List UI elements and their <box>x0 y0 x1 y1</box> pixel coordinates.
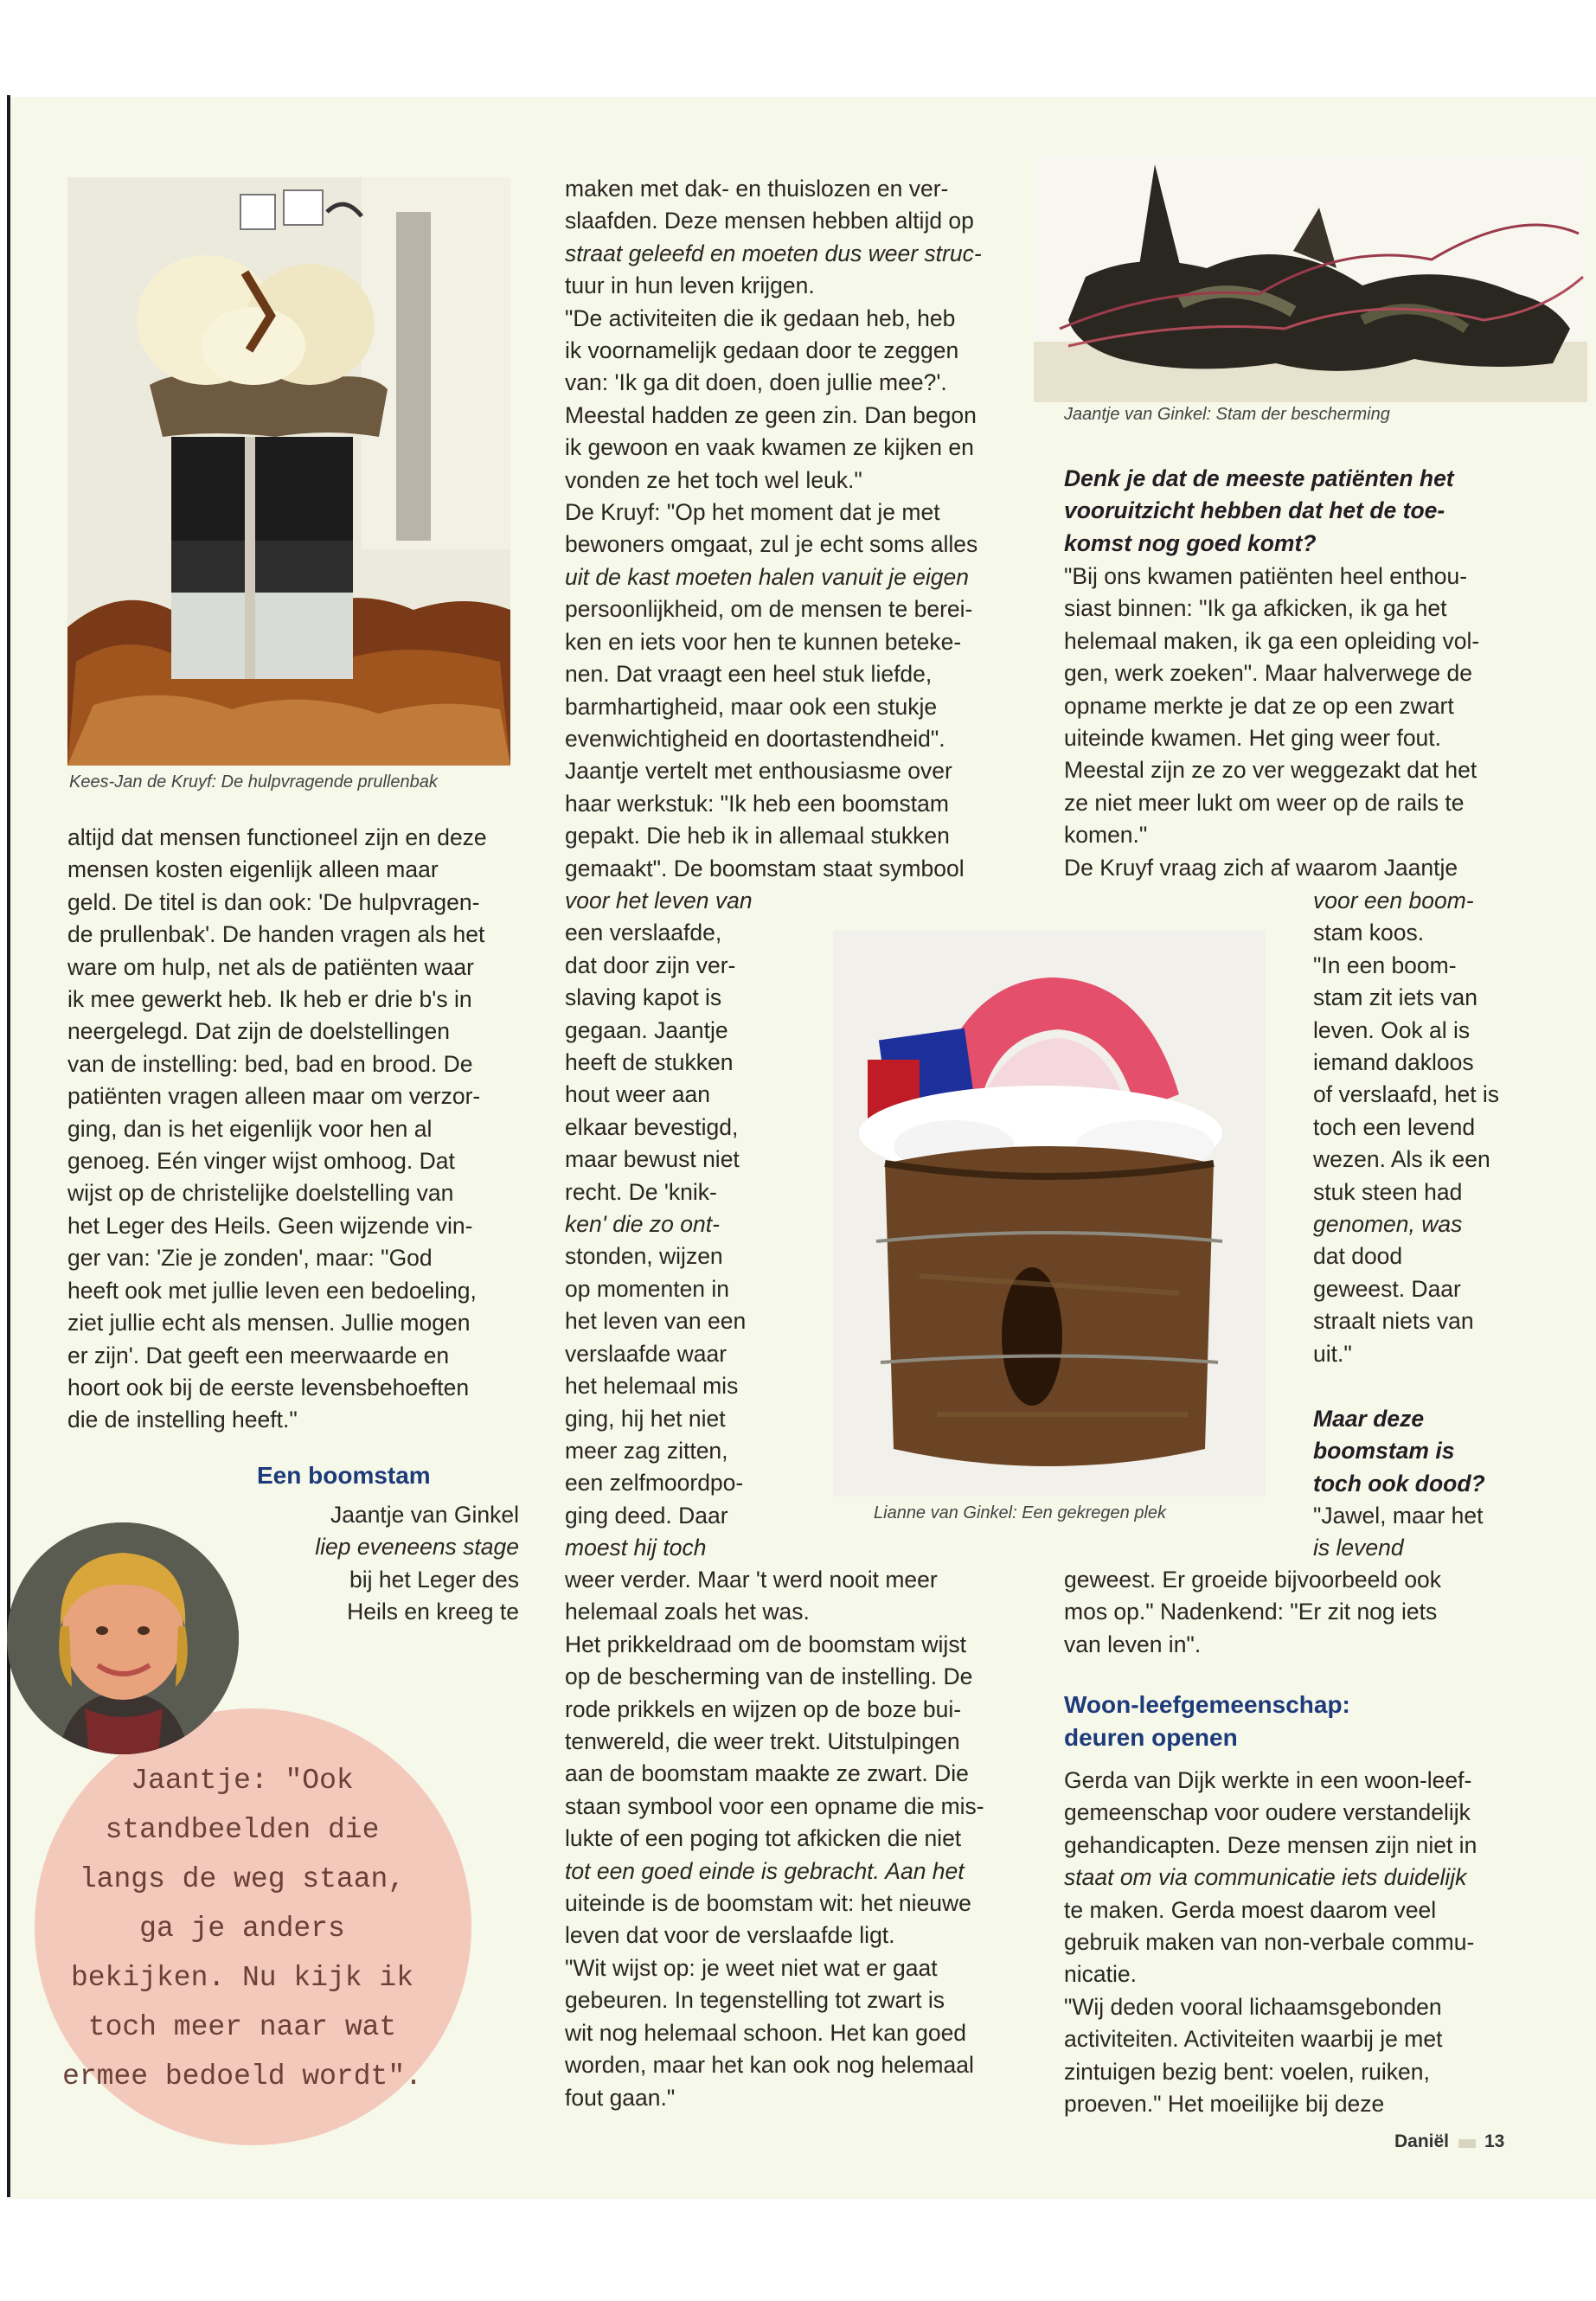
pull-quote-line: bekijken. Nu kijk ik <box>70 1962 414 1994</box>
body-line: Meestal zijn ze zo ver weggezakt dat het <box>1064 757 1477 784</box>
body-line: helemaal maken, ik ga een opleiding vol- <box>1064 627 1480 654</box>
body-line: iemand dakloos <box>1313 1049 1474 1076</box>
body-line: Jaantje vertelt met enthousiasme over <box>565 758 952 785</box>
pull-quote-line: standbeelden die <box>105 1814 380 1846</box>
body-line: De Kruyf: "Op het moment dat je met <box>565 499 940 526</box>
body-line: staat om via communicatie iets duidelijk <box>1064 1864 1467 1891</box>
body-line: ken en iets voor hen te kunnen beteke- <box>565 628 962 655</box>
body-line: vonden ze het toch wel leuk." <box>565 466 862 493</box>
body-line: dat dood <box>1313 1243 1403 1270</box>
body-line: genomen, was <box>1313 1211 1463 1238</box>
body-line: straat geleefd en moeten dus weer struc- <box>565 240 982 266</box>
prullenbak-illustration <box>67 177 510 766</box>
body-line: ik voornamelijk gedaan door te zeggen <box>565 337 959 364</box>
caption-photo-stam: Jaantje van Ginkel: Stam der bescherming <box>1064 405 1390 424</box>
pull-quote-line: ga je anders <box>139 1913 345 1945</box>
body-line: Heils en kreeg te <box>347 1599 519 1625</box>
body-line: rode prikkels en wijzen op de boze bui- <box>565 1695 962 1722</box>
body-line: recht. De 'knik- <box>565 1178 717 1205</box>
body-line: van de instelling: bed, bad en brood. De <box>67 1050 473 1077</box>
body-line: moest hij toch <box>565 1535 707 1561</box>
body-line: Meestal hadden ze geen zin. Dan begon <box>565 401 977 428</box>
body-line: wit nog helemaal schoon. Het kan goed <box>565 2019 967 2046</box>
body-line: evenwichtigheid en doortastendheid". <box>565 725 945 752</box>
body-line: "Wit wijst op: je weet niet wat er gaat <box>565 1954 938 1981</box>
question-line: toch ook dood? <box>1313 1470 1485 1497</box>
question-line: vooruitzicht hebben dat het de toe- <box>1064 497 1445 524</box>
body-line: geweest. Daar <box>1313 1275 1461 1302</box>
question-heading-1 <box>1064 463 1548 560</box>
photo-prullenbak <box>67 177 510 766</box>
portrait-illustration <box>7 1522 239 1754</box>
section-heading-een-boomstam: Een boomstam <box>257 1462 431 1489</box>
body-line: "Wij deden vooral lichaamsgebonden <box>1064 1993 1442 2020</box>
body-line: geweest. Er groeide bijvoorbeeld ook <box>1064 1567 1442 1593</box>
body-line: altijd dat mensen functioneel zijn en deze <box>67 824 487 850</box>
section-heading-woon-leefgemeenschap <box>1064 1689 1548 1754</box>
body-line: wezen. Als ik een <box>1313 1146 1490 1173</box>
column-1-body <box>67 822 535 1437</box>
body-line: maken met dak- en thuislozen en ver- <box>565 176 949 202</box>
body-line: ging deed. Daar <box>565 1502 728 1529</box>
body-line: er zijn'. Dat geeft een meerwaarde en <box>67 1342 450 1368</box>
body-line: mos op." Nadenkend: "Er zit nog iets <box>1064 1599 1438 1625</box>
body-line: gebeuren. In tegenstelling tot zwart is <box>565 1987 945 2014</box>
body-line: meer zag zitten, <box>565 1437 728 1464</box>
body-line: Het prikkeldraad om de boomstam wijst <box>565 1631 966 1657</box>
body-line: uit." <box>1313 1340 1352 1367</box>
body-line: voor een boom- <box>1313 888 1474 913</box>
body-line: tenwereld, die weer trekt. Uitstulpingen <box>565 1728 960 1755</box>
question-line: Denk je dat de meeste patiënten het <box>1064 465 1454 491</box>
body-line: tot een goed einde is gebracht. Aan het <box>565 1857 965 1884</box>
body-line: gepakt. Die heb ik in allemaal stukken <box>565 823 950 849</box>
column-3-answer <box>1313 1500 1581 1565</box>
heading-line: deuren openen <box>1064 1724 1238 1751</box>
body-line: stonden, wijzen <box>565 1243 723 1270</box>
body-line: wijst op de christelijke doelstelling van <box>67 1180 454 1207</box>
column-1-intro <box>260 1499 519 1629</box>
body-line: proeven." Het moeilijke bij deze <box>1064 2091 1385 2118</box>
body-line: "De activiteiten die ik gedaan heb, heb <box>565 304 956 331</box>
body-line: nen. Dat vraagt een heel stuk liefde, <box>565 661 933 688</box>
body-line: haar werkstuk: "Ik heb een boomstam <box>565 790 949 817</box>
body-line: bij het Leger des <box>349 1566 519 1593</box>
body-line: helemaal zoals het was. <box>565 1599 810 1625</box>
body-line: patiënten vragen alleen maar om verzor- <box>67 1083 481 1110</box>
photo-gekregen-plek <box>833 930 1266 1497</box>
body-line: voor het leven van <box>565 888 753 913</box>
body-line: gemeenschap voor oudere verstandelijk <box>1064 1799 1471 1826</box>
heading-line: Woon-leefgemeenschap: <box>1064 1691 1350 1718</box>
body-line: het leven van een <box>565 1308 747 1335</box>
body-line: de prullenbak'. De handen vragen als het <box>67 921 485 948</box>
pull-quote-line: Jaantje: "Ook <box>131 1765 354 1797</box>
body-line: aan de boomstam maakte ze zwart. Die <box>565 1760 969 1787</box>
body-line: straalt niets van <box>1313 1308 1474 1335</box>
body-line: die de instelling heeft." <box>67 1407 298 1433</box>
body-line: De Kruyf vraag zich af waarom Jaantje <box>1064 854 1458 881</box>
body-line: op momenten in <box>565 1275 730 1302</box>
body-line: gen, werk zoeken". Maar halverwege de <box>1064 660 1472 687</box>
caption-photo-prullenbak: Kees-Jan de Kruyf: De hulpvragende prullenbak <box>69 772 438 792</box>
body-line: slaafden. Deze mensen hebben altijd op <box>565 208 974 234</box>
body-line: mensen kosten eigenlijk alleen maar <box>67 856 439 883</box>
body-line: tuur in hun leven krijgen. <box>565 272 815 299</box>
body-line: het Leger des Heils. Geen wijzende vin- <box>67 1212 473 1239</box>
body-line: gebruik maken van non-verbale commu- <box>1064 1929 1475 1956</box>
body-line: worden, maar het kan ook nog helemaal <box>565 2052 974 2079</box>
body-line: ging, hij het niet <box>565 1405 726 1432</box>
page-number: 13 <box>1484 2131 1505 2151</box>
question-heading-2 <box>1313 1403 1573 1500</box>
column-3-body <box>1064 561 1548 884</box>
gekregen-plek-illustration <box>833 930 1266 1497</box>
body-line: Gerda van Dijk werkte in een woon-leef- <box>1064 1767 1472 1793</box>
body-line: stam koos. <box>1313 920 1425 946</box>
column-3-narrow <box>1313 885 1581 1370</box>
body-line: lukte of een poging tot afkicken die niet <box>565 1825 962 1852</box>
body-line: geld. De titel is dan ook: 'De hulpvragen- <box>67 888 480 915</box>
body-line: genoeg. Eén vinger wijst omhoog. Dat <box>67 1148 455 1175</box>
body-line: weer verder. Maar 't werd nooit meer <box>565 1567 938 1593</box>
body-line: van: 'Ik ga dit doen, doen jullie mee?'. <box>565 369 947 396</box>
pull-quote <box>26 1756 458 2101</box>
body-line: ze niet meer lukt om weer op de rails te <box>1064 789 1465 816</box>
caption-photo-gekregen-plek: Lianne van Ginkel: Een gekregen plek <box>874 1503 1167 1522</box>
body-line: siast binnen: "Ik ga afkicken, ik ga het <box>1064 595 1447 622</box>
body-line: bewoners omgaat, zul je echt soms alles <box>565 531 978 558</box>
body-line: uiteinde kwamen. Het ging weer fout. <box>1064 725 1442 752</box>
body-line: elkaar bevestigd, <box>565 1113 739 1140</box>
column-3-body-3 <box>1064 1765 1548 2120</box>
body-line: staan symbool voor een opname die mis- <box>565 1792 984 1819</box>
body-line: maar bewust niet <box>565 1146 740 1173</box>
body-line: heeft de stukken <box>565 1049 734 1076</box>
question-line: komst nog goed komt? <box>1064 529 1317 556</box>
body-line: "Bij ons kwamen patiënten heel enthou- <box>1064 563 1468 589</box>
body-line: leven. Ook al is <box>1313 1016 1471 1043</box>
page-edge-bar <box>7 95 10 2197</box>
stam-illustration <box>1034 156 1587 402</box>
body-line: liep eveneens stage <box>315 1534 519 1561</box>
column-2-body <box>565 173 1015 885</box>
body-line: is levend <box>1313 1535 1404 1561</box>
body-line: ger van: 'Zie je zonden', maar: "God <box>67 1245 433 1272</box>
body-line: op de bescherming van de instelling. De <box>565 1663 973 1690</box>
body-line: ik mee gewerkt heb. Ik heb er drie b's in <box>67 986 472 1013</box>
pull-quote-line: langs de weg staan, <box>79 1863 406 1895</box>
body-line: leven dat voor de verslaafde ligt. <box>565 1922 895 1949</box>
question-line: boomstam is <box>1313 1438 1455 1465</box>
body-line: uiteinde is de boomstam wit: het nieuwe <box>565 1890 971 1917</box>
body-line: of verslaafd, het is <box>1313 1081 1500 1108</box>
body-line: ken' die zo ont- <box>565 1211 720 1238</box>
body-line: ging, dan is het eigenlijk voor hen al <box>67 1115 433 1142</box>
body-line: ziet jullie echt als mensen. Jullie mogen <box>67 1310 471 1336</box>
body-line: een verslaafde, <box>565 920 722 946</box>
column-3-body-2 <box>1064 1564 1548 1661</box>
body-line: ware om hulp, net als de patiënten waar <box>67 953 474 980</box>
pull-quote-line: toch meer naar wat <box>87 2011 397 2043</box>
body-line: stam zit iets van <box>1313 984 1477 1011</box>
body-line: opname merkte je dat ze op een zwart <box>1064 692 1454 719</box>
body-line: gegaan. Jaantje <box>565 1016 728 1043</box>
footer-separator <box>1458 2139 1476 2148</box>
body-line: te maken. Gerda moest daarom veel <box>1064 1896 1437 1923</box>
body-line: gemaakt". De boomstam staat symbool <box>565 855 965 881</box>
body-line: een zelfmoordpo- <box>565 1470 744 1497</box>
body-line: toch een levend <box>1313 1113 1476 1140</box>
body-line: hoort ook bij de eerste levensbehoeften <box>67 1374 470 1400</box>
body-line: dat door zijn ver- <box>565 952 736 978</box>
body-line: activiteiten. Activiteiten waarbij je met <box>1064 2026 1443 2053</box>
body-line: nicatie. <box>1064 1961 1137 1988</box>
body-line: uit de kast moeten halen vanuit je eigen <box>565 563 970 590</box>
body-line: komen." <box>1064 822 1148 849</box>
column-2-bottom <box>565 1564 1015 2114</box>
body-line: hout weer aan <box>565 1081 710 1108</box>
body-line: stuk steen had <box>1313 1178 1463 1205</box>
body-line: verslaafde waar <box>565 1340 727 1367</box>
body-line: persoonlijkheid, om de mensen te berei- <box>565 596 973 623</box>
body-line: "In een boom- <box>1313 952 1457 978</box>
body-line: fout gaan." <box>565 2084 676 2111</box>
body-line: gehandicapten. Deze mensen zijn niet in <box>1064 1831 1477 1858</box>
question-line: Maar deze <box>1313 1406 1425 1432</box>
body-line: barmhartigheid, maar ook een stukje <box>565 693 938 720</box>
body-line: van leven in". <box>1064 1631 1202 1657</box>
body-line: zintuigen bezig bent: voelen, ruiken, <box>1064 2058 1430 2085</box>
portrait-jaantje <box>7 1522 239 1754</box>
body-line: Jaantje van Ginkel <box>330 1502 519 1528</box>
body-line: "Jawel, maar het <box>1313 1503 1484 1529</box>
footer-magazine-name: Daniël <box>1394 2131 1450 2151</box>
body-line: slaving kapot is <box>565 984 722 1011</box>
photo-stam-der-bescherming <box>1034 156 1587 402</box>
body-line: ik gewoon en vaak kwamen ze kijken en <box>565 434 974 461</box>
body-line: het helemaal mis <box>565 1373 739 1400</box>
pull-quote-line: ermee bedoeld wordt". <box>62 2061 422 2093</box>
column-2-narrow <box>565 885 824 1565</box>
body-line: neergelegd. Dat zijn de doelstellingen <box>67 1018 450 1045</box>
body-line: heeft ook met jullie leven een bedoeling, <box>67 1277 477 1304</box>
